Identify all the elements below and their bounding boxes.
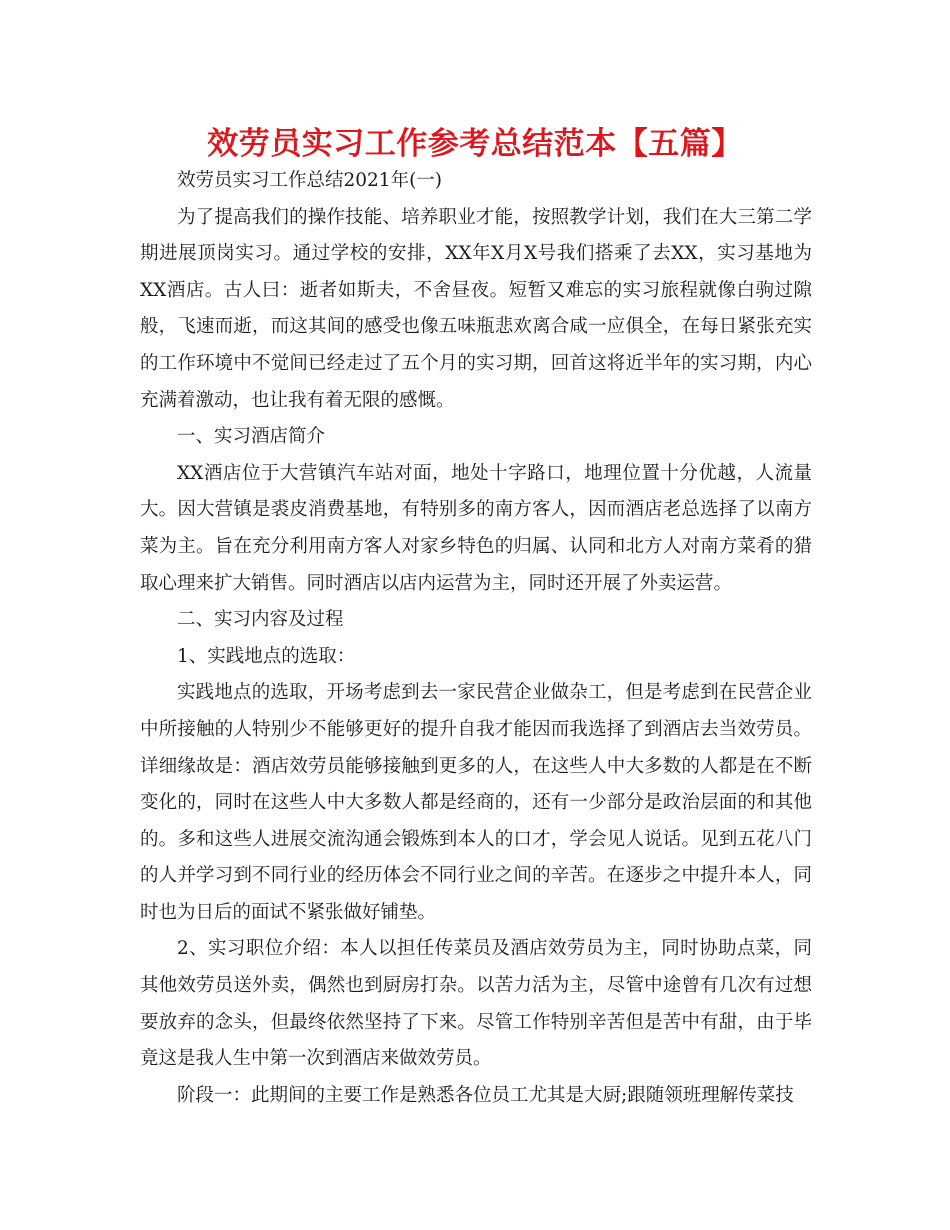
section-subtitle: 效劳员实习工作总结2021年(一) — [177, 170, 443, 191]
section-heading: 二、实习内容及过程 — [177, 609, 344, 631]
paragraph: 为了提高我们的操作技能、培养职业才能，按照教学计划，我们在大三第二学期进展顶岗实习。通过学校的安排，XX年X月X号我们搭乘了去XX，实习基地为XX酒店。古人曰：逝者如斯夫，不舍昼夜。短暂又难忘的实习旅程就像白驹过隙般，飞速而逝，而这其间的感受也像五味瓶悲欢离合咸一应俱全，在每日紧张充实的工作环境中不觉间已经走过了五个月的实习期，回首这将近半年的实习期，内心充满着激动，也让我有着无限的感慨。 — [140, 206, 812, 411]
paragraph: 阶段一：此期间的主要工作是熟悉各位员工尤其是大厨;跟随领班理解传菜技 — [177, 1084, 794, 1106]
section-heading: 一、实习酒店简介 — [177, 426, 326, 448]
paragraph: 2、实习职位介绍：本人以担任传菜员及酒店效劳员为主，同时协助点菜，同其他效劳员送外卖，偶然也到厨房打杂。以苦力活为主，尽管中途曾有几次有过想要放弃的念头，但最终依然坚持了下来。尽管工作特别辛苦但是苦中有甜，由于毕竟这是我人生中第一次到酒店来做效劳员。 — [140, 938, 812, 1070]
document-title: 效劳员实习工作参考总结范本【五篇】 — [207, 126, 743, 162]
subsection-heading: 1、实践地点的选取： — [177, 645, 356, 667]
document-body — [140, 163, 812, 1114]
paragraph: XX酒店位于大营镇汽车站对面，地处十字路口，地理位置十分优越，人流量大。因大营镇是裘皮消费基地，有特别多的南方客人，因而酒店老总选择了以南方菜为主。旨在充分利用南方客人对家乡特色的归属、认同和北方人对南方菜肴的猎取心理来扩大销售。同时酒店以店内运营为主，同时还开展了外卖运营。 — [140, 462, 812, 594]
paragraph: 实践地点的选取，开场考虑到去一家民营企业做杂工，但是考虑到在民营企业中所接触的人特别少不能够更好的提升自我才能因而我选择了到酒店去当效劳员。详细缘故是：酒店效劳员能够接触到更多的人，在这些人中大多数的人都是在不断变化的，同时在这些人中大多数人都是经商的，还有一少部分是政治层面的和其他的。多和这些人进展交流沟通会锻炼到本人的口才，学会见人说话。见到五花八门的人并学习到不同行业的经历体会不同行业之间的辛苦。在逐步之中提升本人，同时也为日后的面试不紧张做好铺垫。 — [140, 682, 812, 923]
